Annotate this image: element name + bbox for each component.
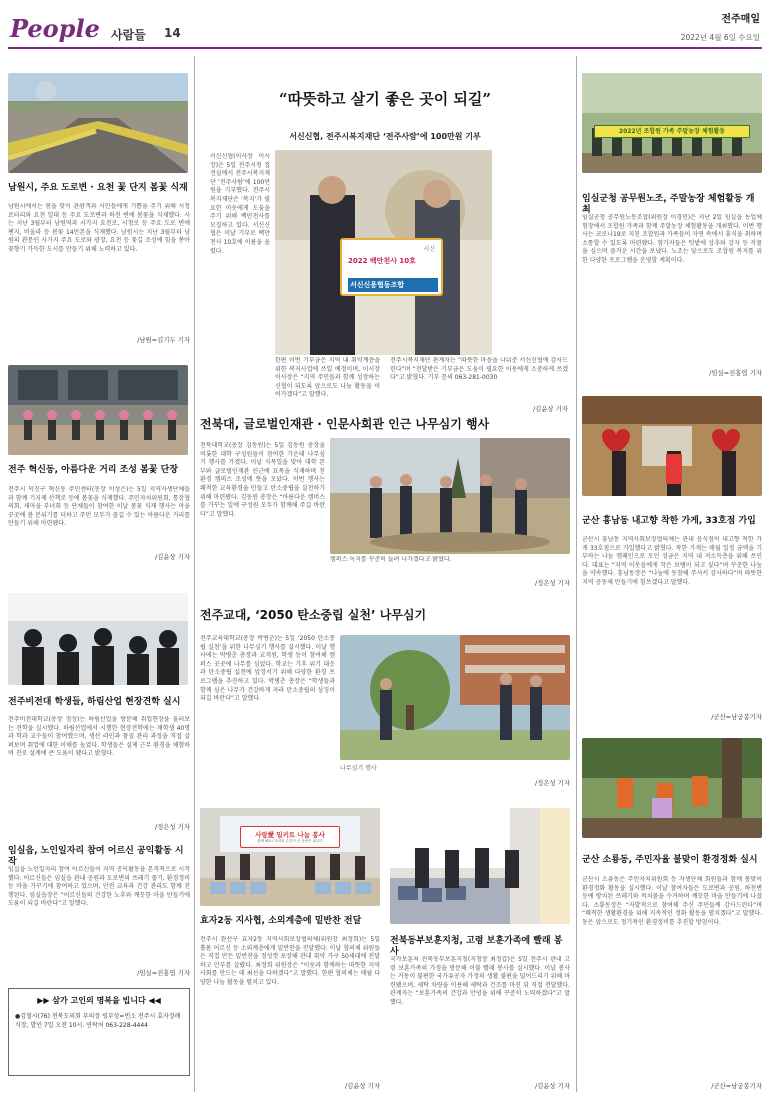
bottom-article-2-byline: /김윤상 기자 bbox=[534, 1082, 570, 1090]
left-article-3-byline: /정은성 기자 bbox=[154, 823, 190, 831]
mid-article-1-byline: /정은성 기자 bbox=[534, 579, 570, 587]
right-article-2-body: 군산시 흥남동 지역사회보장협의체는 관내 음식점이 내고향 착한 가게 33호점으로 가입했다고 밝혔다. 착한 가게는 매월 일정 금액을 기부하는 나눔 캠페인으로 모인 성금은 지역 내 저소득층을 위해 쓰인다. 대표는 “지역 이웃들에게 작은 보탬이 되고 싶다”며 꾸준한 나눔을 약속했다. 흥남동장은 “나눔에 동참해 주셔서 감사하다”며 따뜻한 지역 공동체 만들기에 힘쓰겠다고 말했다. bbox=[582, 536, 762, 586]
feature-byline: /김윤상 기자 bbox=[532, 405, 568, 413]
jnue-tree-planting-photo bbox=[340, 635, 570, 760]
mid-article-1-col1: 전북대학교(총장 김동원)는 5일 김동원 총장을 비롯한 대학 구성원들이 참여한 가운데 나무심기 행사를 가졌다. 이날 식목일을 맞아 대학 본부와 글로벌인재관 인근에 묘목을 식재하며 친환경 캠퍼스 조성에 뜻을 모았다. 이번 행사는 쾌적한 교육환경을 만들고 탄소중립을 실천하기 위해 마련됐다. 김동원 총장은 “아름다운 캠퍼스를 가꾸는 일에 구성원 모두가 함께해 주길 바란다”고 말했다. bbox=[200, 442, 325, 518]
right-article-2-byline: /군산=남궁봉기자 bbox=[711, 713, 762, 721]
feature-body-col1: 서신신협(이사장 이시장)은 5일 전주시청 접견실에서 전주시복지재단 ‘전주사람’에 100만원을 기부했다. 전주시복지재단은 ‘복지’가 필요한 이웃에게 도움을 주기 위해 백만천사를 모집하고 있다. 서신신협은 이날 기부로 백만천사 10호에 이름을 올렸다. bbox=[210, 153, 270, 255]
obituary-title: ▶▶ 삼가 고인의 명복을 빕니다 ◀◀ bbox=[37, 996, 161, 1005]
left-article-4-byline: /임실=진홍엽 기자 bbox=[137, 969, 190, 977]
left-article-1-body: 남원시에서는 봄을 맞이 관광객과 시민들에게 기쁨을 주기 위해 시청 로터리와 요천 일대 등 주요 도로변과 하천 변에 봄꽃을 식재했다. 시는 지난 3월부터 남원역과 시가지 요천로, 시청로 등 주요 도로 변에 팬지, 비올라 등 봄꽃 14만본을 식재했다. 남원시는 지난 3월부터 남원의 관문인 시가지 주요 도로와 광장, 요천 등 꽃길 조성에 힘을 쏟아 꽃향기 가득한 도시를 만들기 위해 노력하고 있다. bbox=[8, 203, 190, 253]
bottom-article-1-byline: /김윤상 기자 bbox=[344, 1082, 380, 1090]
feature-donation-photo bbox=[275, 150, 492, 355]
jnue-photo-caption: 나무심기 행사 bbox=[340, 765, 377, 772]
issue-date: 2022년 4월 6일 수요일 bbox=[680, 33, 760, 42]
mid-article-2-title: 전주교대, ‘2050 탄소중립 실천’ 나무심기 bbox=[200, 608, 427, 622]
bottom-article-2-body: 국가보훈처 전북동부보훈지청(지청장 최정갑)은 5일 전주시 관내 고령 보훈가족의 가정을 방문해 이불 빨래 봉사를 실시했다. 이날 봉사는 거동이 불편한 국가유공자 가정의 생활 불편을 덜어드리기 위해 마련됐으며, 세탁 차량을 이용해 세탁과 건조를 마친 뒤 직접 전달했다. 관계자는 “보훈가족의 건강과 안녕을 위해 꾸준히 노력하겠다”고 말했다. bbox=[390, 956, 570, 1006]
feature-banner bbox=[340, 238, 443, 296]
hyoja-sharing-photo bbox=[200, 808, 380, 906]
bottom-article-1-body: 전주시 완산구 효자2동 지역사회보장협의체(위원장 최정희)는 5일 홀몸 어르신 등 소외계층에게 밑반찬을 전달했다. 이날 협의체 위원들은 직접 만든 밑반찬을 정성껏 포장해 관내 취약 가구 50세대에 전달하고 안부를 살폈다. 최정희 위원장은 “이웃과 함께하는 따뜻한 지역사회를 만드는 데 최선을 다하겠다”고 말했다. 한편 협의체는 매월 다양한 나눔 활동을 펼치고 있다. bbox=[200, 936, 380, 986]
right-article-1-byline: /임실=진홍엽 기자 bbox=[709, 369, 762, 377]
mid-article-1-title: 전북대, 글로벌인재관 · 인문사회관 인근 나무심기 행사 bbox=[200, 417, 490, 431]
left-article-3-body: 전주비전대학교(총장 정성)는 하림산업을 방문해 취업현장을 둘러보는 견학을 실시했다. 하림산업에서 시행한 현장견학에는 재학생 40명과 학과 교수들이 참여했으며, 생산 라인과 품질 관리 과정을 직접 살펴보며 취업에 대한 이해를 높였다. 학생들은 실제 근무 환경을 체험하며 진로 설계에 큰 도움이 됐다고 밝혔다. bbox=[8, 716, 190, 758]
header-rule bbox=[8, 47, 762, 49]
left-article-4-title: 임실읍, 노인일자리 참여 어르신 공익활동 시작 bbox=[8, 846, 184, 868]
paper-name: 전주매일 bbox=[721, 14, 760, 25]
right-article-2-title: 군산 흥남동 내고향 착한 가게, 33호점 가입 bbox=[582, 516, 756, 526]
imsil-union-photo bbox=[582, 73, 762, 173]
left-article-4-body: 임실읍 노인일자리 참여 어르신들이 지역 공익활동을 본격적으로 시작했다. 어르신들은 임실읍 관내 공원과 도로변의 쓰레기 줍기, 환경정비 등 마을 가꾸기에 참여하고 있으며, 안전 교육과 건강 관리도 함께 진행된다. 임실읍장은 “어르신들의 건강한 노후와 깨끗한 마을 만들기에 도움이 되길 바란다”고 말했다. bbox=[8, 866, 190, 908]
heungnam-shop-photo bbox=[582, 396, 762, 496]
feature-body-col3: 전주시복지재단 관계자는 “따뜻한 마음을 나눠준 서신신협에 감사드린다”며 “전달받은 기부금은 도움이 필요한 이웃에게 소중하게 쓰겠다”고 밝혔다. 기부 문의 063-281-0030 bbox=[390, 357, 568, 382]
left-article-1-title: 남원시, 주요 도로변 · 요천 꽃 단지 봄꽃 식재 bbox=[8, 183, 188, 193]
left-article-1-byline: /남원=김기두 기자 bbox=[137, 336, 190, 344]
right-article-3-title: 군산 소룡동, 주민자율 불맞이 환경정화 실시 bbox=[582, 855, 758, 865]
feature-body-col2: 한편 이번 기부금은 지역 내 취약계층을 위한 복지사업에 쓰일 예정이며, 이시장 이사장은 “지역 주민들과 함께 성장하는 신협이 되도록 앞으로도 나눔 활동을 이어가겠다”고 말했다. bbox=[275, 357, 380, 399]
left-article-2-title: 전주 혁신동, 아름다운 거리 조성 봄꽃 단장 bbox=[8, 465, 179, 475]
section-title-kr: 사람들 bbox=[111, 28, 146, 42]
column-divider-left bbox=[194, 56, 195, 1092]
namwon-flowers-photo bbox=[8, 73, 188, 173]
left-article-2-byline: /김윤상 기자 bbox=[154, 553, 190, 561]
column-divider-right bbox=[576, 56, 577, 1092]
obituary-text: ●김철시(76) 전북도의회 부의장 빙부상=빈소 전주시 효자장례식장, 발인 7일 오전 10시. 연락처 063-228-4444 bbox=[15, 1013, 181, 1029]
bohun-laundry-photo bbox=[390, 808, 570, 924]
right-article-1-body: 임실군청 공무원노동조합(위원장 이경민)은 지난 2일 임실읍 농업체험장에서 조합원 가족과 함께 주말농장 체험활동을 개최했다. 이번 행사는 코로나19로 지친 조합원과 가족들이 자연 속에서 휴식을 취하며 소통할 수 있도록 마련됐다. 참가자들은 텃밭에 상추와 감자 등 작물을 심으며 즐거운 시간을 보냈다. 노조는 앞으로도 조합원 복지를 위한 다양한 프로그램을 운영할 계획이다. bbox=[582, 214, 762, 264]
jbnu-tree-planting-photo bbox=[330, 438, 570, 554]
right-article-3-byline: /군산=남궁봉기자 bbox=[711, 1082, 762, 1090]
hyeoksin-group-photo bbox=[8, 365, 188, 455]
banner-number: 2022 백만천사 10호 bbox=[348, 257, 416, 265]
left-article-3-title: 전주비전대 학생들, 하림산업 현장견학 실시 bbox=[8, 697, 181, 707]
banner-org: 서신신용협동조합 bbox=[348, 278, 438, 292]
vision-students-photo bbox=[8, 593, 188, 685]
page-number: 14 bbox=[164, 26, 181, 40]
obituary-box bbox=[8, 988, 190, 1076]
hyoja-banner-text: 사랑愛 밀키트 나눔 봉사 bbox=[255, 831, 325, 839]
hyoja-banner bbox=[240, 826, 340, 848]
bottom-article-2-title: 전북동부보훈지청, 고령 보훈가족에 빨래 봉사 bbox=[390, 936, 563, 958]
mid-article-2-byline: /정은성 기자 bbox=[534, 779, 570, 787]
feature-quote: “따뜻하고 살기 좋은 곳이 되길” bbox=[278, 90, 492, 108]
left-article-2-body: 전주시 덕진구 혁신동 주민센터(동장 이성은)는 5일 지역자생단체들과 함께 기지제 산책로 등에 봄꽃을 식재했다. 주민자치위원회, 통장협의회, 새마을 부녀회 등 단체들이 참여한 이날 봄꽃 식재 행사는 마을 곳곳에 봄 분위기를 더하고 주민 모두가 즐길 수 있는 아름다운 거리를 만들기 위해 마련됐다. bbox=[8, 486, 190, 528]
feature-subtitle: 서신신협, 전주시복지재단 ‘전주사람’에 100만원 기부 bbox=[289, 132, 481, 141]
mid-article-1-col2: 캠퍼스 녹지를 꾸준히 늘려 나가겠다고 밝혔다. bbox=[330, 556, 452, 563]
right-article-1-title: 임실군청 공무원노조, 주말농장 체험활동 개최 bbox=[582, 194, 755, 216]
banner-sign: 서신 bbox=[423, 246, 435, 253]
soryong-cleanup-photo bbox=[582, 738, 762, 838]
mid-article-2-col1: 전주교육대학교(총장 박병춘)는 5일 ‘2050 탄소중립 실천’을 위한 나무심기 행사를 실시했다. 이날 행사에는 박병춘 총장과 교직원, 학생 등이 참여해 캠퍼스 곳곳에 나무를 심었다. 학교는 기후 위기 대응과 탄소중립 실천에 앞장서기 위해 다양한 환경 프로그램을 추진하고 있다. 박병춘 총장은 “학생들과 함께 심은 나무가 건강하게 자라 탄소중립의 상징이 되길 바란다”고 말했다. bbox=[200, 635, 335, 703]
right-article-3-body: 군산시 소룡동은 주민자치위원회 등 자생단체 회원들과 함께 봄맞이 환경정화 활동을 실시했다. 이날 참여자들은 도로변과 공원, 하천변 등에 방치된 쓰레기와 적치물을 수거하며 깨끗한 마을 만들기에 나섰다. 소룡동장은 “자발적으로 참여해 주신 주민들께 감사드린다”며 “쾌적한 생활환경을 위해 지속적인 정화 활동을 펼치겠다”고 말했다. 동은 앞으로도 정기적인 환경정비를 추진할 방침이다. bbox=[582, 876, 762, 926]
bottom-article-1-title: 효자2동 지사협, 소외계층에 밑반찬 전달 bbox=[200, 916, 362, 926]
section-title: People bbox=[10, 14, 100, 43]
header bbox=[0, 0, 770, 52]
hyoja-banner-subtext: 함께 해요! 우리의 손길이 큰 사랑이 됩니다 bbox=[257, 839, 323, 843]
imsil-banner: 2022년 조합원 가족 주말농장 체험활동 bbox=[594, 125, 750, 138]
